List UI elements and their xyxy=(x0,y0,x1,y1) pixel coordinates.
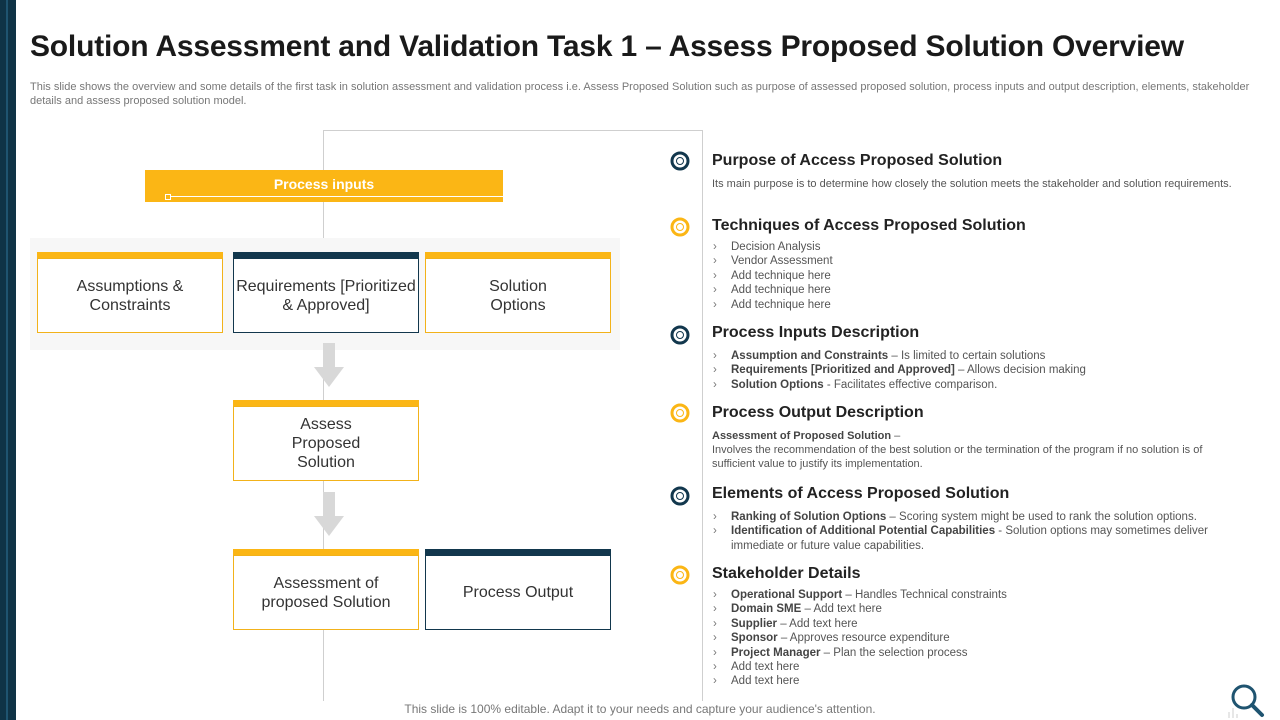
section-title: Process Inputs Description xyxy=(712,324,920,341)
down-arrow-icon xyxy=(314,343,344,387)
list-item: › Requirements [Prioritized and Approved] – Allows decision making xyxy=(712,363,1242,377)
assess-proposed-solution-box: Assess Proposed Solution xyxy=(233,406,419,481)
left-accent-bar xyxy=(0,0,16,720)
section-title: Stakeholder Details xyxy=(712,565,861,582)
list-item: › Domain SME – Add text here xyxy=(712,602,1242,616)
section-inputs-description xyxy=(712,323,1242,392)
down-arrow-icon xyxy=(314,492,344,536)
list-item: › Solution Options - Facilitates effective comparison. xyxy=(712,378,1242,392)
list-item: › Add technique here xyxy=(712,283,1242,297)
section-title: Elements of Access Proposed Solution xyxy=(712,485,1010,502)
output-text: Involves the recommendation of the best solution or the termination of the program if no solution is of sufficient value to justify its implementation. xyxy=(712,444,1203,470)
list-item: › Operational Support – Handles Technical constraints xyxy=(712,588,1242,602)
dark-ring-icon xyxy=(670,486,690,506)
process-inputs-label: Process inputs xyxy=(273,176,375,192)
list-item: › Decision Analysis xyxy=(712,240,1242,254)
list-item: › Identification of Additional Potential Capabilities - Solution options may sometimes deliver immediate or future value capabilities. xyxy=(712,524,1242,553)
list-item: › Project Manager – Plan the selection process xyxy=(712,646,1242,660)
section-stakeholders xyxy=(712,564,1242,689)
output-box-assessment: Assessment of proposed Solution xyxy=(233,555,419,630)
list-item: › Add text here xyxy=(712,674,1242,688)
input-box-requirements: Requirements [Prioritized & Approved] xyxy=(233,258,419,333)
section-title: Purpose of Access Proposed Solution xyxy=(712,152,1003,169)
list-item: › Add technique here xyxy=(712,269,1242,283)
output-box-process-output: Process Output xyxy=(425,555,611,630)
yellow-ring-icon xyxy=(670,403,690,423)
list-item: › Vendor Assessment xyxy=(712,254,1242,268)
dark-ring-icon xyxy=(670,325,690,345)
list-item: › Assumption and Constraints – Is limited to certain solutions xyxy=(712,349,1242,363)
list-item: › Sponsor – Approves resource expenditure xyxy=(712,631,1242,645)
section-title: Process Output Description xyxy=(712,404,924,421)
yellow-ring-icon xyxy=(670,565,690,585)
search-icon[interactable] xyxy=(1226,680,1270,720)
output-term: Assessment of Proposed Solution xyxy=(712,430,892,442)
footer-note: This slide is 100% editable. Adapt it to your needs and capture your audience's attention. xyxy=(404,702,876,716)
input-box-assumptions: Assumptions & Constraints xyxy=(37,258,223,333)
section-title: Techniques of Access Proposed Solution xyxy=(712,217,1026,234)
section-techniques xyxy=(712,216,1242,312)
page-subtitle: This slide shows the overview and some details of the first task in solution assessment and validation process i.e. Assess Proposed Solution such as purpose of assessed proposed solution, process inputs and output description, elements, stakeholder details and assess proposed solution model. xyxy=(30,81,1250,107)
section-text: Its main purpose is to determine how closely the solution meets the stakeholder and solution requirements. xyxy=(712,178,1232,190)
yellow-ring-icon xyxy=(670,217,690,237)
list-item: › Ranking of Solution Options – Scoring system might be used to rank the solution options. xyxy=(712,510,1242,524)
page-title: Solution Assessment and Validation Task 1 – Assess Proposed Solution Overview xyxy=(30,30,1184,63)
dark-ring-icon xyxy=(670,151,690,171)
input-box-solution-options: Solution Options xyxy=(425,258,611,333)
process-inputs-banner xyxy=(145,170,503,202)
list-item: › Add technique here xyxy=(712,298,1242,312)
section-output-description: Process Output Description Assessment of Proposed Solution – Involves the recommendation of the best solution or the termination of the program if no solution is of sufficient value to justify its implementation. xyxy=(712,403,1242,471)
list-item: › Supplier – Add text here xyxy=(712,617,1242,631)
list-item: › Add text here xyxy=(712,660,1242,674)
section-purpose xyxy=(712,151,1242,191)
section-elements xyxy=(712,484,1242,553)
